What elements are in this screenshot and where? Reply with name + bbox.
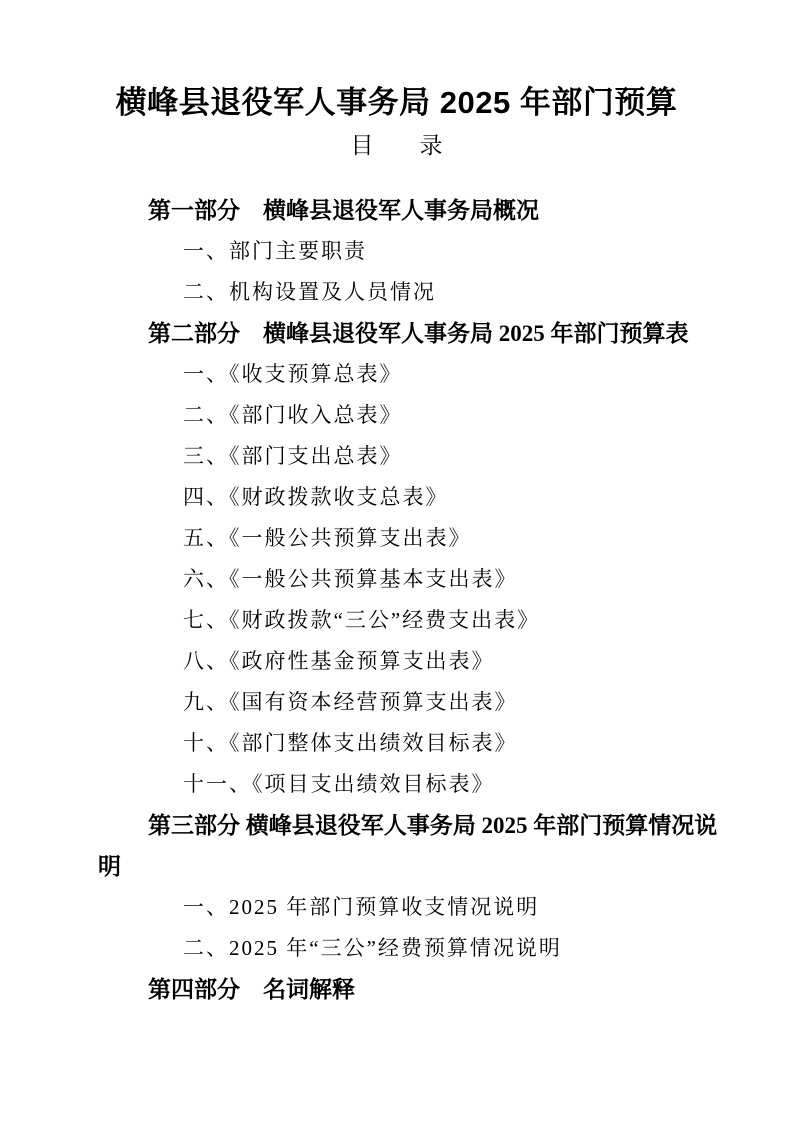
toc-item: 九、《国有资本经营预算支出表》 [183, 690, 518, 714]
toc-item: 四、《财政拨款收支总表》 [183, 485, 449, 509]
toc-item: 六、《一般公共预算基本支出表》 [183, 567, 518, 591]
toc-item: 一、2025 年部门预算收支情况说明 [183, 895, 540, 919]
section-heading-part2: 第二部分 横峰县退役军人事务局 2025 年部门预算表 [148, 321, 689, 346]
section-heading-part3: 第三部分 横峰县退役军人事务局 2025 年部门预算情况说明 [98, 813, 718, 879]
toc-item: 十、《部门整体支出绩效目标表》 [183, 731, 518, 755]
section-heading-part4: 第四部分 名词解释 [148, 977, 355, 1002]
toc-item: 二、2025 年“三公”经费预算情况说明 [183, 936, 562, 960]
page-title: 横峰县退役军人事务局 2025 年部门预算 [115, 85, 678, 120]
toc-item: 二、机构设置及人员情况 [183, 280, 436, 304]
toc-item: 一、《收支预算总表》 [183, 362, 403, 386]
toc-item: 一、部门主要职责 [183, 239, 367, 263]
toc-item: 五、《一般公共预算支出表》 [183, 526, 472, 550]
toc-item: 十一、《项目支出绩效目标表》 [183, 772, 495, 796]
toc-item: 二、《部门收入总表》 [183, 403, 403, 427]
toc-item: 八、《政府性基金预算支出表》 [183, 649, 495, 673]
toc-heading: 目 录 [350, 132, 443, 158]
section-heading-part1: 第一部分 横峰县退役军人事务局概况 [148, 198, 539, 223]
toc-item: 三、《部门支出总表》 [183, 444, 403, 468]
toc-item: 七、《财政拨款“三公”经费支出表》 [183, 608, 541, 632]
toc-body [98, 190, 728, 1010]
